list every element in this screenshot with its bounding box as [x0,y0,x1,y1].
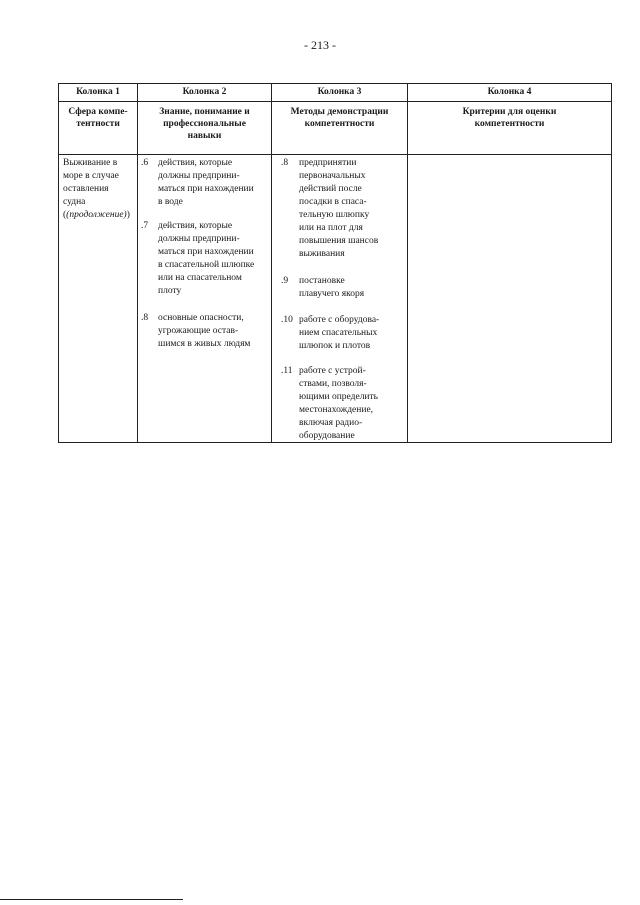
body-line: в спасательной шлюпке [158,260,255,270]
item-number: .6 [141,158,149,168]
body-line: Выживание в [63,158,118,168]
continuation-note: (продолжение) [66,210,127,220]
body-line: действий после [299,184,362,194]
knowledge-item [158,157,271,209]
subheader-line: Критерии для оценки [462,107,557,117]
body-line: посадки в спаса- [299,197,367,207]
body-line: основные опасности, [158,313,244,323]
body-line: шимся в живых людям [158,339,251,349]
body-line: или на спасательном [158,273,242,283]
page-number: - 213 - [304,38,336,52]
subheader-line: Методы демонстрации [290,107,389,117]
body-line: тельную шлюпку [299,210,370,220]
body-line: шлюпок и плотов [299,341,371,351]
body-line: оставления [63,184,109,194]
demonstration-item [299,157,407,261]
body-line: или на плот для [299,223,363,233]
item-number: .11 [281,366,293,376]
body-line: первоначальных [299,171,366,181]
subheader-line: навыки [187,131,222,141]
body-line: судна [63,197,86,207]
body-line: оборудование [299,431,355,441]
subheader-line: компетентности [474,119,545,129]
knowledge-item [158,220,271,298]
item-number: .8 [141,313,149,323]
subheader-competence-area [59,106,137,130]
row-divider [59,154,611,155]
demonstration-item [299,314,407,353]
body-line: действия, которые [158,221,233,231]
body-line: в воде [158,197,183,207]
column-divider [407,84,408,442]
body-line: местонахождение, [299,405,374,415]
body-line: предпринятии [299,158,357,168]
body-line: работе с устрой- [299,366,366,376]
subheader-line: профессиональные [163,119,246,129]
item-number: .7 [141,221,149,231]
body-line: должны предприни- [158,234,240,244]
body-line: маться при нахождении [158,184,254,194]
subheader-line: компетентности [304,119,375,129]
subheader-line: Сфера компе- [68,107,128,117]
body-line: должны предприни- [158,171,240,181]
item-number: .10 [281,315,293,325]
subheader-line: тентности [76,119,120,129]
body-line: нием спасательных [299,328,378,338]
subheader-evaluation-criteria [408,106,611,130]
body-line: выживания [299,249,345,259]
knowledge-item [158,312,271,351]
body-line: повышения шансов [299,236,379,246]
header-column-3: Колонка 3 [317,87,362,97]
competence-table [58,83,612,443]
body-line: действия, которые [158,158,233,168]
row-divider [59,101,611,102]
competence-area-text: Выживание в море в случае оставления судна ((продолжение)) [63,157,137,222]
body-line: работе с оборудова- [299,315,380,325]
subheader-knowledge [138,106,271,142]
item-number: .9 [281,276,289,286]
body-line: ствами, позволя- [299,379,367,389]
item-number: .8 [281,158,289,168]
body-line: море в случае [63,171,119,181]
body-line: ющими определить [299,392,379,402]
header-column-4: Колонка 4 [487,87,532,97]
body-line: угрожающие остав- [158,326,239,336]
column-divider [271,84,272,442]
header-column-2: Колонка 2 [182,87,227,97]
body-line: включая радио- [299,418,363,428]
body-line: маться при нахождении [158,247,254,257]
subheader-line: Знание, понимание и [159,107,250,117]
footnote-separator [0,899,183,900]
body-line: постановке [299,276,345,286]
body-line: плавучего якоря [299,289,365,299]
body-line: плоту [158,286,182,296]
header-column-1: Колонка 1 [76,87,120,97]
demonstration-item [299,365,407,443]
demonstration-item [299,275,407,301]
subheader-demonstration-methods [272,106,407,130]
